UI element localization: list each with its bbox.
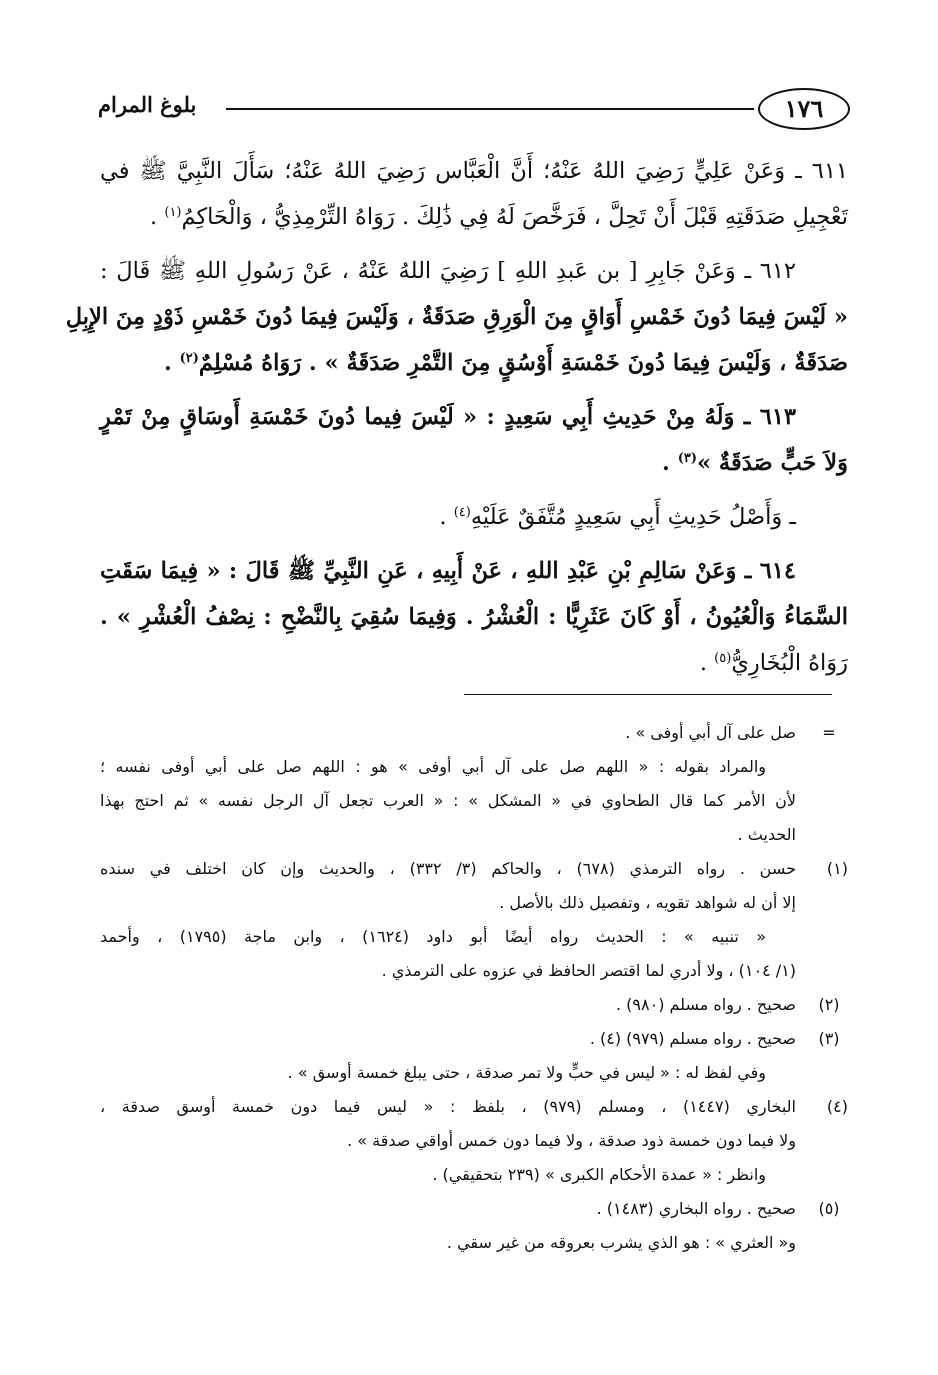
page-number: ١٧٦ [758,88,850,130]
footnote-separator [464,694,832,695]
footnote-5: (٥) صحيح . رواه البخاري (١٤٨٣) . [100,1192,848,1226]
footnote-marker-3: (٣) [818,1029,840,1048]
hadith-614-line-1: ٦١٤ ـ وَعَنْ سَالِمِ بْنِ عَبْدِ اللهِ ، عَنْ أَبِيهِ ، عَنِ النَّبِيِّ ﷺ قَالَ : « فِيمَا سَقَتِ [100,558,796,584]
footnote-ref-1: (١) [164,205,182,220]
footnote-line: إلا أن له شواهد تقويه ، وتفصيل ذلك بالأصل . [499,893,796,912]
hadith-611-line-1: ٦١١ ـ وَعَنْ عَلِيٍّ رَضِيَ اللهُ عَنْهُ؛ أَنَّ الْعَبَّاس رَضِيَ اللهُ عَنْهُ؛ سَأَلَ النَّبِيَّ ﷺ في [100,158,848,184]
hadith-613-line-1: ٦١٣ ـ وَلَهُ مِنْ حَدِيثِ أَبِي سَعِيدٍ : « لَيْسَ فِيما دُونَ خَمْسَةِ أَوسَاقٍ مِنْ تَمْرٍ [100,404,796,430]
footnote-ref-3: (٣) [677,451,697,466]
footnote-line: وفي لفظ له : « ليس في حبٍّ ولا تمر صدقة ، حتى يبلغ خمسة أوسق » . [287,1063,766,1082]
footnote-line: وانظر : « عمدة الأحكام الكبرى » (٢٣٩ بتحقيقي) . [432,1165,766,1184]
footnote-ref-5: (٥) [714,651,732,666]
footnote-marker-5: (٥) [818,1199,840,1218]
hadith-613-note: ـ وَأَصْلُ حَدِيثِ أَبِي سَعِيدٍ مُتَّفَقٌ عَلَيْهِ$^{(٤)}$ . [439,504,796,530]
footnote-line: (١/ ١٠٤) ، ولا أدري لما اقتصر الحافظ في عزوه على الترمذي . [381,961,796,980]
footnote-4: (٤) البخاري (١٤٤٧) ، ومسلم (٩٧٩) ، بلفظ : « ليس فيما دون خمسة أوسق صدقة ، [100,1090,848,1124]
hadith-611-line-2: تَعْجِيلِ صَدَقَتِهِ قَبْلَ أَنْ تَحِلَّ ، فَرَخَّصَ لَهُ فِي ذَٰلِكَ . رَوَاهُ التِّرْمِذِيُّ ، وَالْحَاكِمُ$^{(١)}$ . [150,204,848,230]
footnote-line: لأن الأمر كما قال الطحاوي في « المشكل » : « العرب تجعل آل الرجل نفسه » ثم احتج بهذا [100,791,796,810]
footnote-marker-1: (١) [826,859,848,878]
footnote-marker-4: (٤) [826,1097,848,1116]
footnote-ref-4: (٤) [453,505,471,520]
footnote-ref-2: (٢) [179,351,199,366]
footnote-line: الحديث . [737,825,796,844]
hadith-612-line-2: « لَيْسَ فِيمَا دُونَ خَمْسِ أَوَاقٍ مِنَ الْوَرِقِ صَدَقَةٌ ، وَلَيْسَ فِيمَا دُونَ خَمْسِ ذَوْدٍ مِنَ الإِبِلِ [65,304,848,330]
footnote-3: (٣) صحيح . رواه مسلم (٩٧٩) (٤) . [100,1022,848,1056]
footnotes [100,716,848,1260]
footnote-continuation: = صل على آل أبي أوفى » . [100,716,848,750]
footnote-line: والمراد بقوله : « اللهم صل على آل أبي أوفى » هو : اللهم صل على أبي أوفى نفسه ؛ [100,757,766,776]
footnote-marker-2: (٢) [818,995,840,1014]
footnote-line: « تنبيه » : الحديث رواه أيضًا أبو داود (١٦٢٤) ، وابن ماجة (١٧٩٥) ، وأحمد [100,927,766,946]
page-header [98,86,850,134]
footnote-line: ولا فيما دون خمسة ذود صدقة ، ولا فيما دون خمس أواقي صدقة » . [347,1131,796,1150]
continuation-mark: = [822,723,836,742]
hadith-614-line-2: السَّمَاءُ وَالْعُيُونُ ، أَوْ كَانَ عَثَرِيًّا : الْعُشْرُ . وَفِيمَا سُقِيَ بِالنَّضْحِ : نِصْفُ الْعُشْرِ » . [100,604,848,630]
footnote-2: (٢) صحيح . رواه مسلم (٩٨٠) . [100,988,848,1022]
hadith-612-line-3: صَدَقَةٌ ، وَلَيْسَ فِيمَا دُونَ خَمْسَةِ أَوْسُقٍ مِنَ التَّمْرِ صَدَقَةٌ » . رَوَاهُ مُسْلِمٌ$^{(٢)}$ . [163,350,848,376]
hadith-613-line-2: وَلاَ حَبٍّ صَدَقَةٌ »$^{(٣)}$ . [662,450,848,476]
header-rule [226,108,754,110]
footnote-line: و« العثري » : هو الذي يشرب بعروقه من غير سقي . [446,1233,796,1252]
footnote-1: (١) حسن . رواه الترمذي (٦٧٨) ، والحاكم (٣/ ٣٣٢) ، والحديث وإن كان اختلف في سنده [100,852,848,886]
book-title: بلوغ المرام [98,92,197,117]
hadith-text [65,148,848,686]
hadith-614-line-3: رَوَاهُ الْبُخَارِيُّ$^{(٥)}$ . [699,650,848,676]
hadith-612-line-1: ٦١٢ ـ وَعَنْ جَابِرِ [ بن عَبدِ اللهِ ] رَضِيَ اللهُ عَنْهُ ، عَنْ رَسُولِ اللهِ ﷺ قَالَ : [100,258,796,284]
